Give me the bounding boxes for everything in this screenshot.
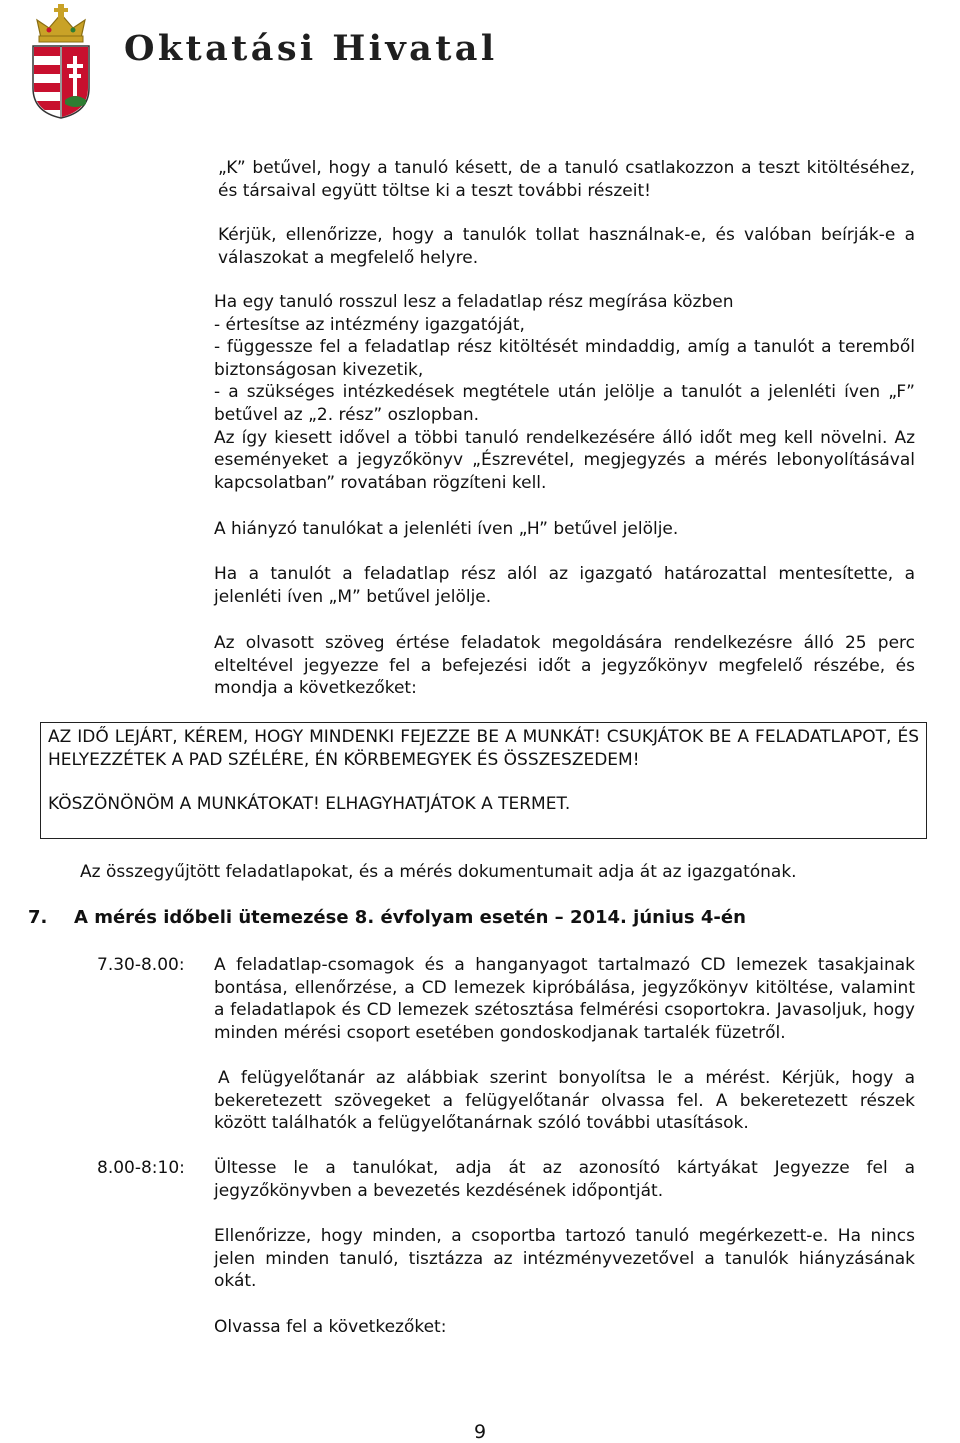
paragraph-pen-check: Kérjük, ellenőrizze, hogy a tanulók tollat használnak-e, és valóban beírják-e a válaszokat a megfelelő helyre. bbox=[218, 225, 915, 268]
coat-of-arms-logo bbox=[29, 4, 93, 120]
section-number: 7. bbox=[28, 907, 48, 928]
schedule-text: Ültesse le a tanulókat, adja át az azonosító kártyákat Jegyezze fel a jegyzőkönyvben a bevezetés kezdésének időpontját. bbox=[214, 1158, 915, 1201]
schedule-time: 7.30-8.00: bbox=[97, 955, 185, 975]
paragraph-extra-time: Az így kiesett idővel a többi tanuló rendelkezésére álló időt meg kell növelni. Az eseményeket a jegyzőkönyv „Észrevétel, megjegyzés a mérés lebonyolításával kapcsolatban” rovatában rögzíteni kell. bbox=[214, 427, 915, 493]
paragraph-exempt: Ha a tanulót a feladatlap rész alól az igazgató határozattal mentesítette, a jelenléti íven „M” betűvel jelölje. bbox=[214, 564, 915, 607]
section-heading bbox=[28, 907, 746, 928]
schedule-text: A felügyelőtanár az alábbiak szerint bonyolítsa le a mérést. Kérjük, hogy a bekeretezett szövegeket a felügyelőtanár olvassa fel. A bekeretezett részek között találhatók a felügyelőtanárnak szóló további utasítások. bbox=[214, 1068, 915, 1134]
paragraph-absent: A hiányzó tanulókat a jelenléti íven „H” betűvel jelölje. bbox=[214, 519, 679, 539]
schedule-text: Olvassa fel a következőket: bbox=[214, 1317, 447, 1337]
announcement-line: KÖSZÖNÖNÖM A MUNKÁTOKAT! ELHAGYHATJÁTOK A TERMET. bbox=[48, 794, 571, 815]
announcement-line: AZ IDŐ LEJÁRT, KÉREM, HOGY MINDENKI FEJEZZE BE A MUNKÁT! CSUKJÁTOK BE A FELADATLAPOT, ÉS HELYEZZÉTEK A PAD SZÉLÉRE, ÉN KÖRBEMEGYEK ÉS ÖSSZESZEDEM! bbox=[48, 727, 919, 770]
org-title: Oktatási Hivatal bbox=[124, 28, 498, 69]
paragraph-time-up: Az olvasott szöveg értése feladatok megoldására rendelkezésre álló 25 perc elteltével jegyezze fel a befejezési időt a jegyzőkönyv megfelelő részébe, és mondja a következőket: bbox=[214, 633, 915, 699]
list-item: - értesítse az intézmény igazgatóját, bbox=[214, 314, 525, 335]
sick-student-intro: Ha egy tanuló rosszul lesz a feladatlap rész megírása közben bbox=[214, 292, 734, 312]
page-number: 9 bbox=[473, 1421, 487, 1443]
paragraph-sick-student bbox=[214, 291, 915, 494]
paragraph-late-student: „K” betűvel, hogy a tanuló késett, de a tanuló csatlakozzon a teszt kitöltéséhez, és társaival együtt töltse ki a teszt további részeit! bbox=[218, 158, 915, 201]
list-item: - függessze fel a feladatlap rész kitöltését mindaddig, amíg a tanulót a teremből biztonságosan kivezetik, bbox=[214, 337, 915, 380]
schedule-text: A feladatlap-csomagok és a hanganyagot tartalmazó CD lemezek tasakjainak bontása, ellenőrzése, a CD lemezek kipróbálása, jegyzőkönyv kitöltése, valamint a feladatlapok és CD lemezek szétosztása felmérési csoportokra. Javasoljuk, hogy minden mérési csoport esetében gondoskodjanak tartalék füzetről. bbox=[214, 955, 915, 1043]
paragraph-handover: Az összegyűjtött feladatlapokat, és a mérés dokumentumait adja át az igazgatónak. bbox=[80, 862, 797, 882]
section-title: A mérés időbeli ütemezése 8. évfolyam esetén – 2014. június 4-én bbox=[74, 907, 746, 928]
schedule-time: 8.00-8:10: bbox=[97, 1158, 185, 1178]
announcement-box bbox=[40, 722, 927, 839]
schedule-text: Ellenőrizze, hogy minden, a csoportba tartozó tanuló megérkezett-e. Ha nincs jelen minden tanuló, tisztázza az intézményvezetővel a tanulók hiányzásának okát. bbox=[214, 1226, 915, 1292]
list-item: - a szükséges intézkedések megtétele után jelölje a tanulót a jelenléti íven „F” betűvel az „2. rész” oszlopban. bbox=[214, 382, 915, 425]
